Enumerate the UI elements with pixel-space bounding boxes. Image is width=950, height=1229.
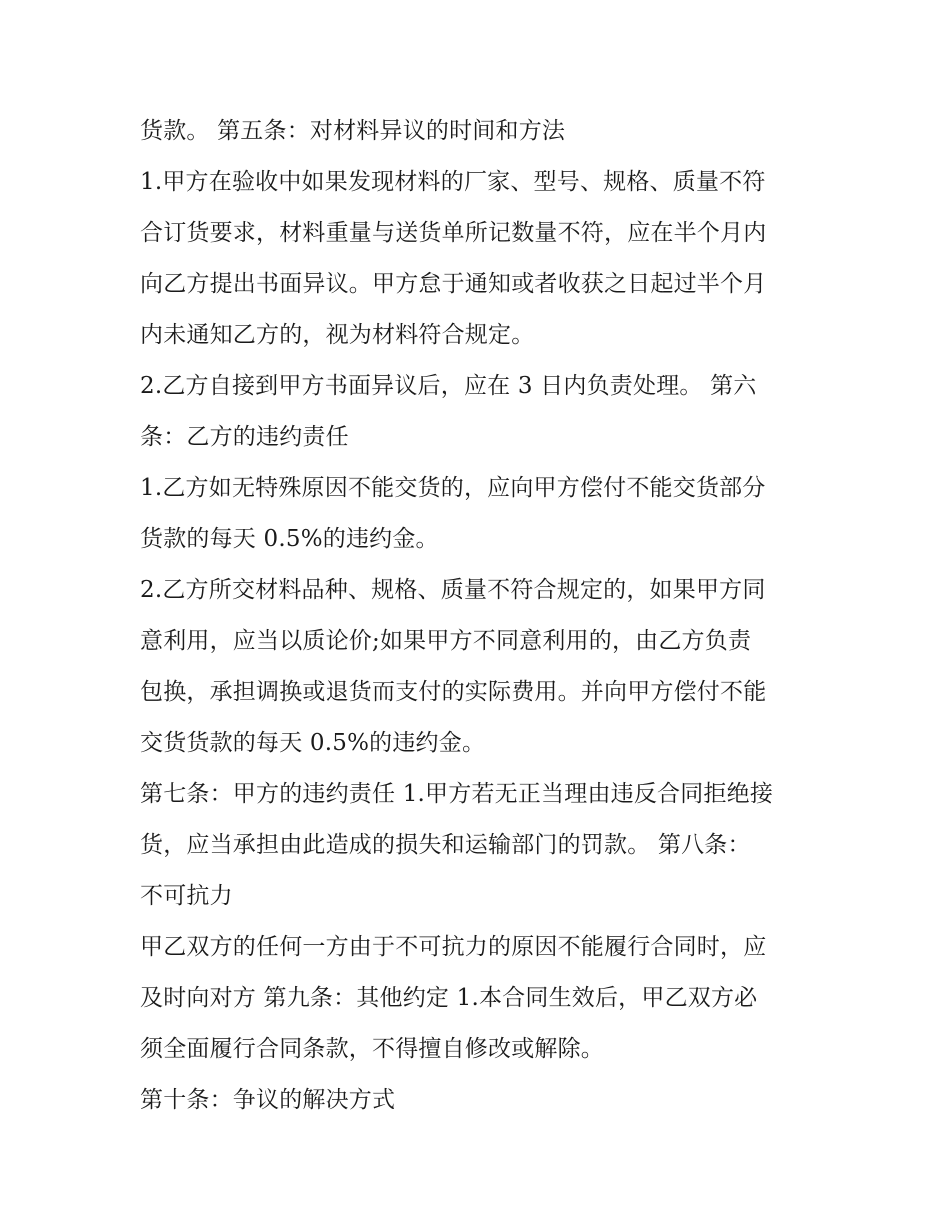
- document-body: [140, 106, 820, 1126]
- text-line: 货，应当承担由此造成的损失和运输部门的罚款。 第八条：: [140, 832, 751, 858]
- text-line: 包换，承担调换或退货而支付的实际费用。并向甲方偿付不能: [140, 679, 767, 705]
- text-line: 及时向对方 第九条：其他约定 1.本合同生效后，甲乙双方必: [140, 985, 758, 1011]
- text-line: 1.甲方在验收中如果发现材料的厂家、型号、规格、质量不符: [140, 169, 766, 195]
- text-line: 甲乙双方的任何一方由于不可抗力的原因不能履行合同时，应: [140, 934, 767, 960]
- text-line: 须全面履行合同条款，不得擅自修改或解除。: [140, 1036, 604, 1062]
- text-line: 货款。 第五条：对材料异议的时间和方法: [140, 118, 566, 144]
- text-line: 条：乙方的违约责任: [140, 424, 349, 450]
- text-line: 向乙方提出书面异议。甲方怠于通知或者收获之日起过半个月: [140, 271, 767, 297]
- text-line: 合订货要求，材料重量与送货单所记数量不符，应在半个月内: [140, 220, 767, 246]
- text-line: 第七条：甲方的违约责任 1.甲方若无正当理由违反合同拒绝接: [140, 781, 774, 807]
- text-line: 交货货款的每天 0.5%的违约金。: [140, 730, 486, 756]
- text-line: 2.乙方自接到甲方书面异议后，应在 3 日内负责处理。 第六: [140, 373, 757, 399]
- text-line: 货款的每天 0.5%的违约金。: [140, 526, 439, 552]
- text-line: 第十条：争议的解决方式: [140, 1087, 396, 1113]
- text-line: 意利用，应当以质论价;如果甲方不同意利用的，由乙方负责: [140, 628, 752, 654]
- text-line: 内未通知乙方的，视为材料符合规定。: [140, 322, 535, 348]
- text-line: 不可抗力: [140, 883, 233, 909]
- text-line: 2.乙方所交材料品种、规格、质量不符合规定的，如果甲方同: [140, 577, 766, 603]
- text-line: 1.乙方如无特殊原因不能交货的，应向甲方偿付不能交货部分: [140, 475, 766, 501]
